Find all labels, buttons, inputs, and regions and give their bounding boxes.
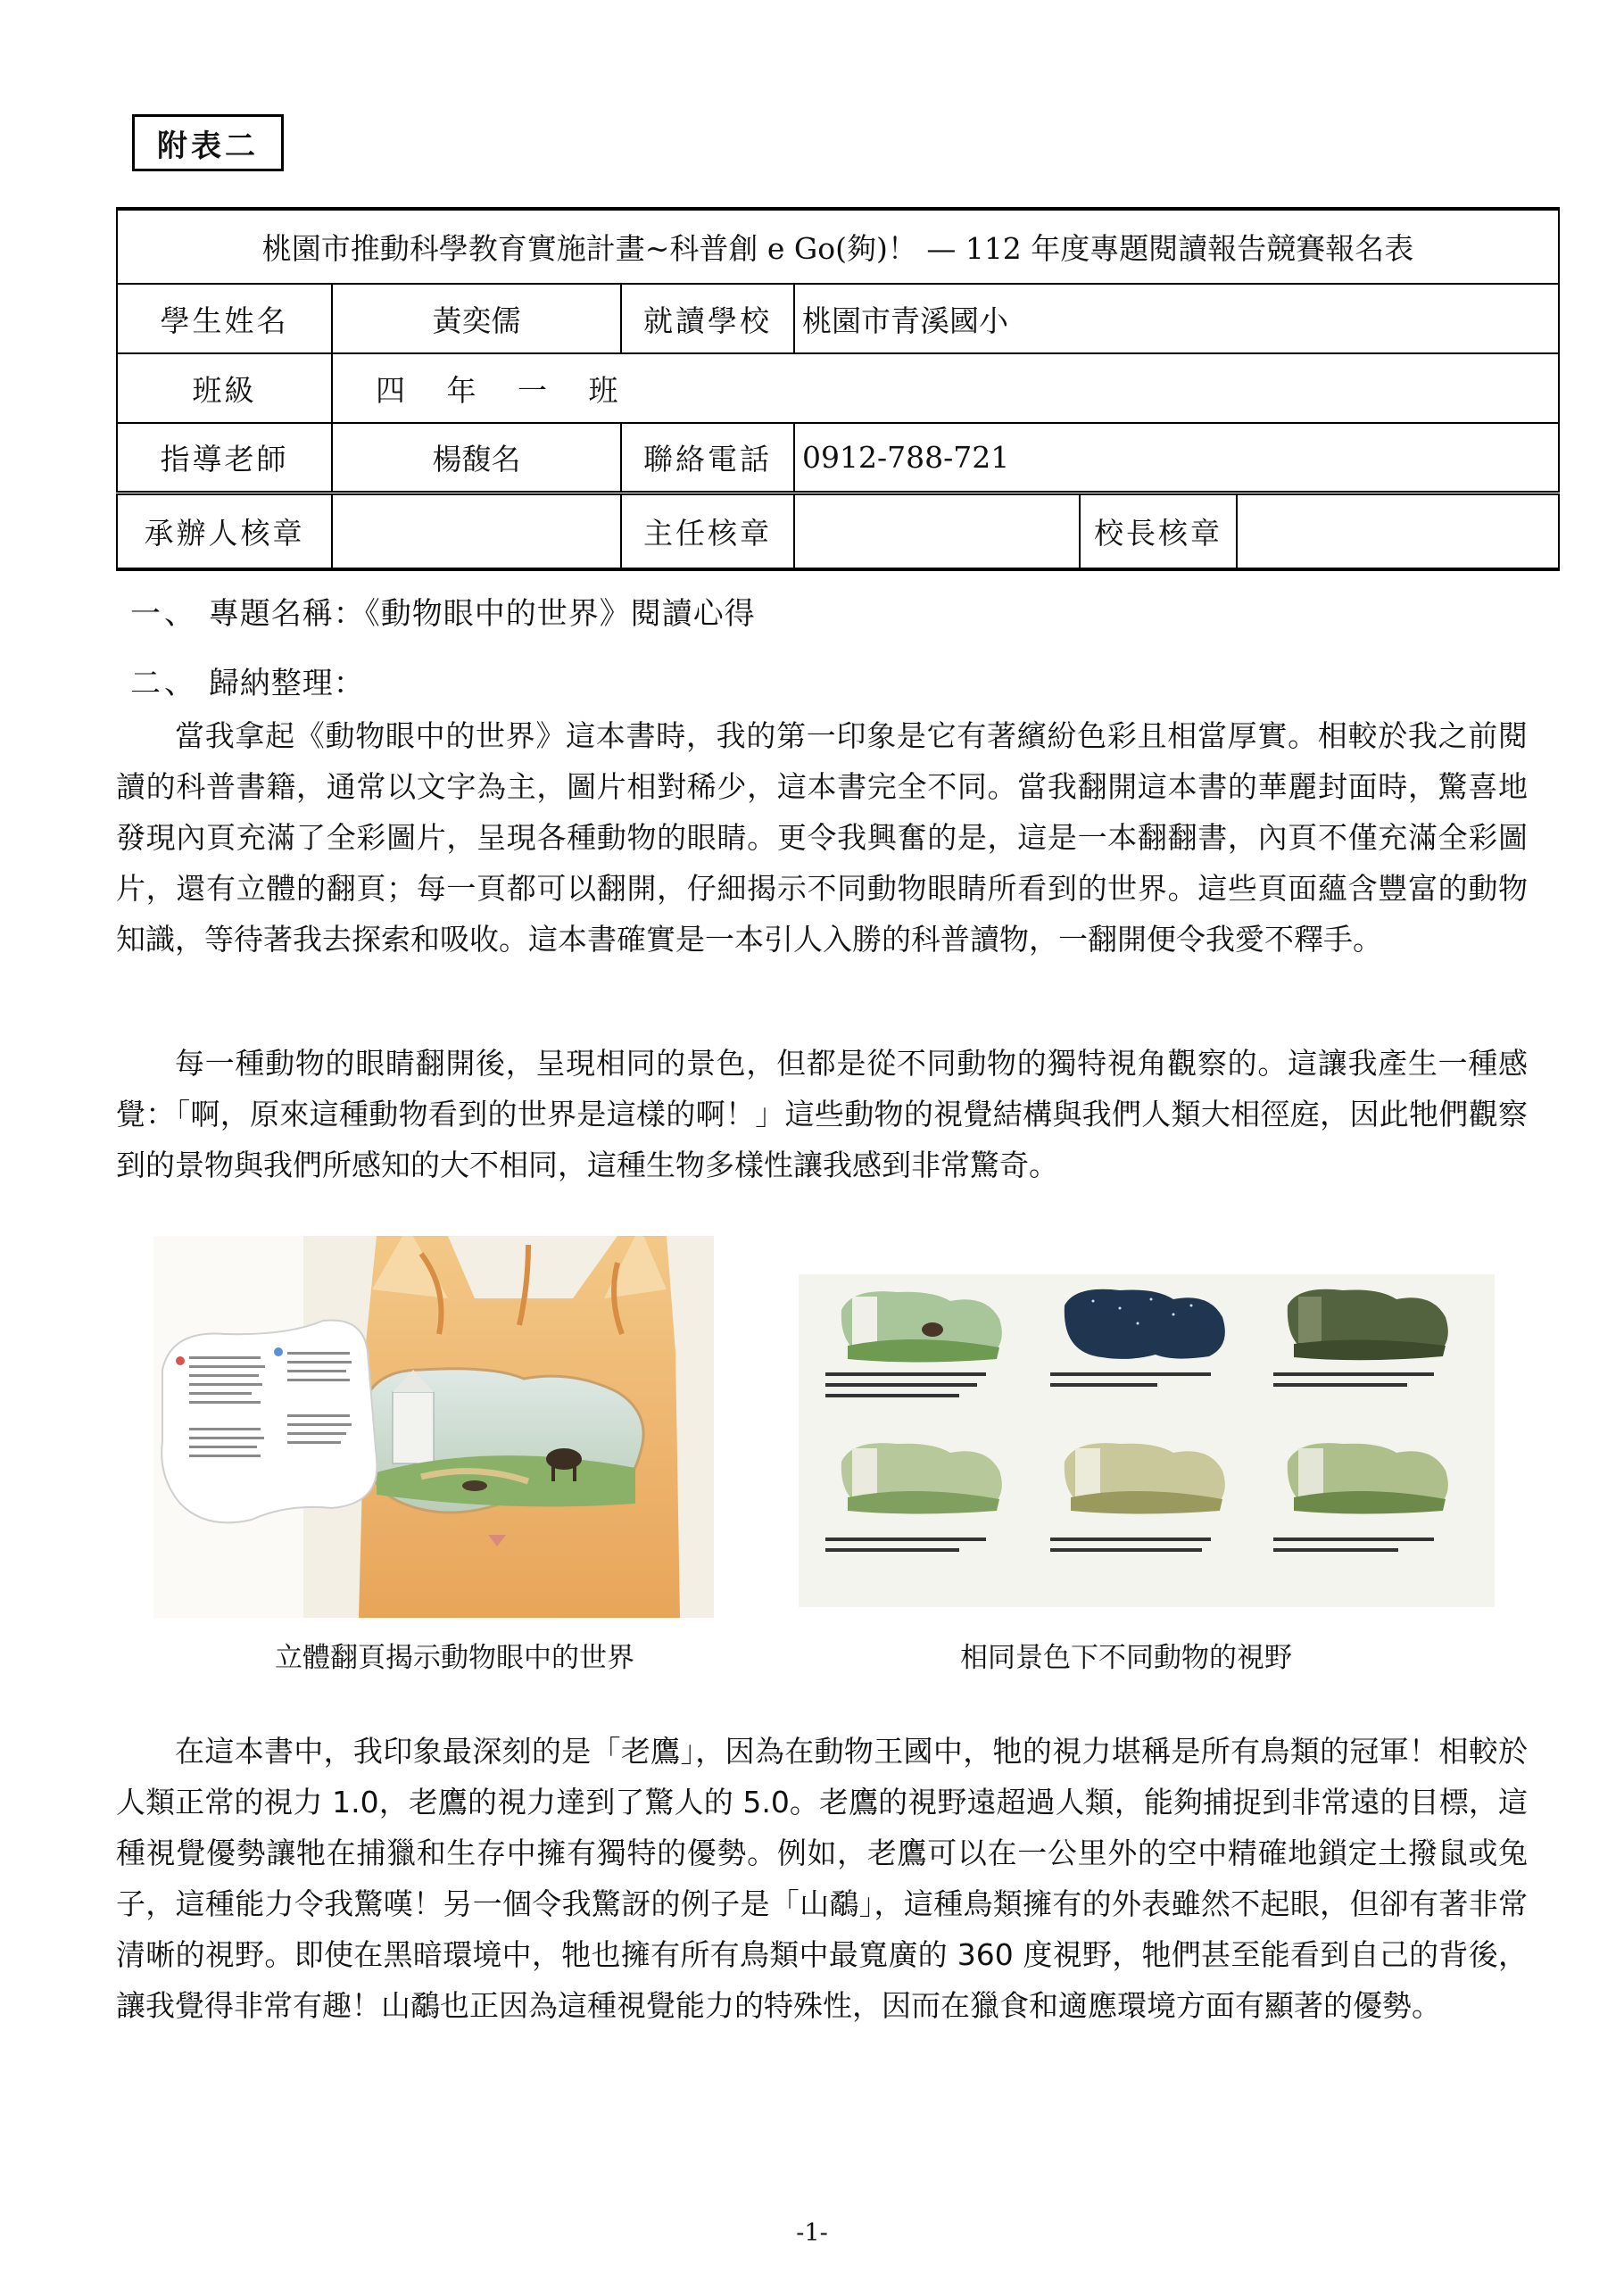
phone-label: 聯絡電話 [621, 423, 794, 493]
student-row [117, 284, 1559, 353]
panel-rodent [841, 1443, 1002, 1513]
section-two-number: 二、 [130, 666, 198, 701]
teacher-label: 指導老師 [117, 423, 332, 493]
registration-form-table [116, 207, 1560, 571]
form-title: 桃園市推動科學教育實施計畫~科普創 e Go(夠)！ — 112 年度專題閱讀報告競賽報名表 [117, 209, 1559, 284]
panel-cat-night [1288, 1289, 1448, 1361]
section-one-heading [130, 589, 756, 633]
form-title-row [117, 209, 1559, 284]
animal-vision-panels-figure [799, 1274, 1495, 1607]
panel-cow [1288, 1443, 1448, 1513]
section-two-title: 歸納整理： [208, 666, 365, 701]
school-value: 桃園市青溪國小 [794, 284, 1559, 353]
phone-value: 0912-788-721 [794, 423, 1559, 493]
class-value: 四 年 一 班 [332, 353, 1559, 423]
handler-seal-label: 承辦人核章 [117, 493, 332, 569]
panel-human [841, 1291, 1002, 1362]
section-one-number: 一、 [130, 596, 198, 632]
director-seal-label: 主任核章 [621, 493, 794, 569]
section-two-heading [130, 659, 365, 702]
cat-flip-page-illustration [153, 1236, 714, 1618]
student-name-value: 黃奕儒 [332, 284, 621, 353]
right-figure-caption: 相同景色下不同動物的視野 [960, 1642, 1292, 1674]
cat-flip-page-figure [153, 1236, 714, 1618]
class-label: 班級 [117, 353, 332, 423]
school-label: 就讀學校 [621, 284, 794, 353]
animal-vision-panels-illustration [799, 1274, 1495, 1607]
director-seal-box [794, 493, 1080, 569]
class-row [117, 353, 1559, 423]
teacher-value: 楊馥名 [332, 423, 621, 493]
panel-human-night [1065, 1289, 1225, 1359]
page-number: -1- [796, 2219, 828, 2247]
paragraph-eagle-woodcock: 在這本書中，我印象最深刻的是「老鷹」，因為在動物王國中，牠的視力堪稱是所有鳥類的冠軍！相較於人類正常的視力 1.0，老鷹的視力達到了驚人的 5.0。老鷹的視野遠超過人類，能夠捕捉到非常遠的目標，這種視覺優勢讓牠在捕獵和生存中擁有獨特的優勢。例如，老鷹可以在一公里外的空中精確地鎖定土撥鼠或兔子，這種能力令我驚嘆！另一個令我驚訝的例子是「山鷸」，這種鳥類擁有的外表雖然不起眼，但卻有著非常清晰的視野。即使在黑暗環境中，牠也擁有所有鳥類中最寬廣的 360 度視野，牠們甚至能看到自己的背後，讓我覺得非常有趣！山鷸也正因為這種視覺能力的特殊性，因而在獵食和適應環境方面有顯著的優勢。 [116, 1734, 1528, 2023]
principal-seal-box [1237, 493, 1559, 569]
principal-seal-label: 校長核章 [1080, 493, 1237, 569]
student-name-label: 學生姓名 [117, 284, 332, 353]
attachment-label: 附表二 [132, 114, 284, 171]
teacher-row [117, 423, 1559, 493]
panel-dog [1065, 1443, 1225, 1513]
paragraph-intro: 當我拿起《動物眼中的世界》這本書時，我的第一印象是它有著繽紛色彩且相當厚實。相較於我之前閱讀的科普書籍，通常以文字為主，圖片相對稀少，這本書完全不同。當我翻開這本書的華麗封面時，驚喜地發現內頁充滿了全彩圖片，呈現各種動物的眼睛。更令我興奮的是，這是一本翻翻書，內頁不僅充滿全彩圖片，還有立體的翻頁；每一頁都可以翻開，仔細揭示不同動物眼睛所看到的世界。這些頁面蘊含豐富的動物知識，等待著我去探索和吸收。這本書確實是一本引人入勝的科普讀物，一翻開便令我愛不釋手。 [116, 718, 1528, 957]
paragraph-perspective: 每一種動物的眼睛翻開後，呈現相同的景色，但都是從不同動物的獨特視角觀察的。這讓我產生一種感覺：「啊，原來這種動物看到的世界是這樣的啊！」這些動物的視覺結構與我們人類大相徑庭，因此牠們觀察到的景物與我們所感知的大不相同，這種生物多樣性讓我感到非常驚奇。 [116, 1046, 1528, 1182]
left-figure-caption: 立體翻頁揭示動物眼中的世界 [275, 1642, 634, 1674]
handler-seal-box [332, 493, 621, 569]
section-one-title: 專題名稱：《動物眼中的世界》閱讀心得 [208, 596, 756, 632]
seal-row [117, 493, 1559, 569]
